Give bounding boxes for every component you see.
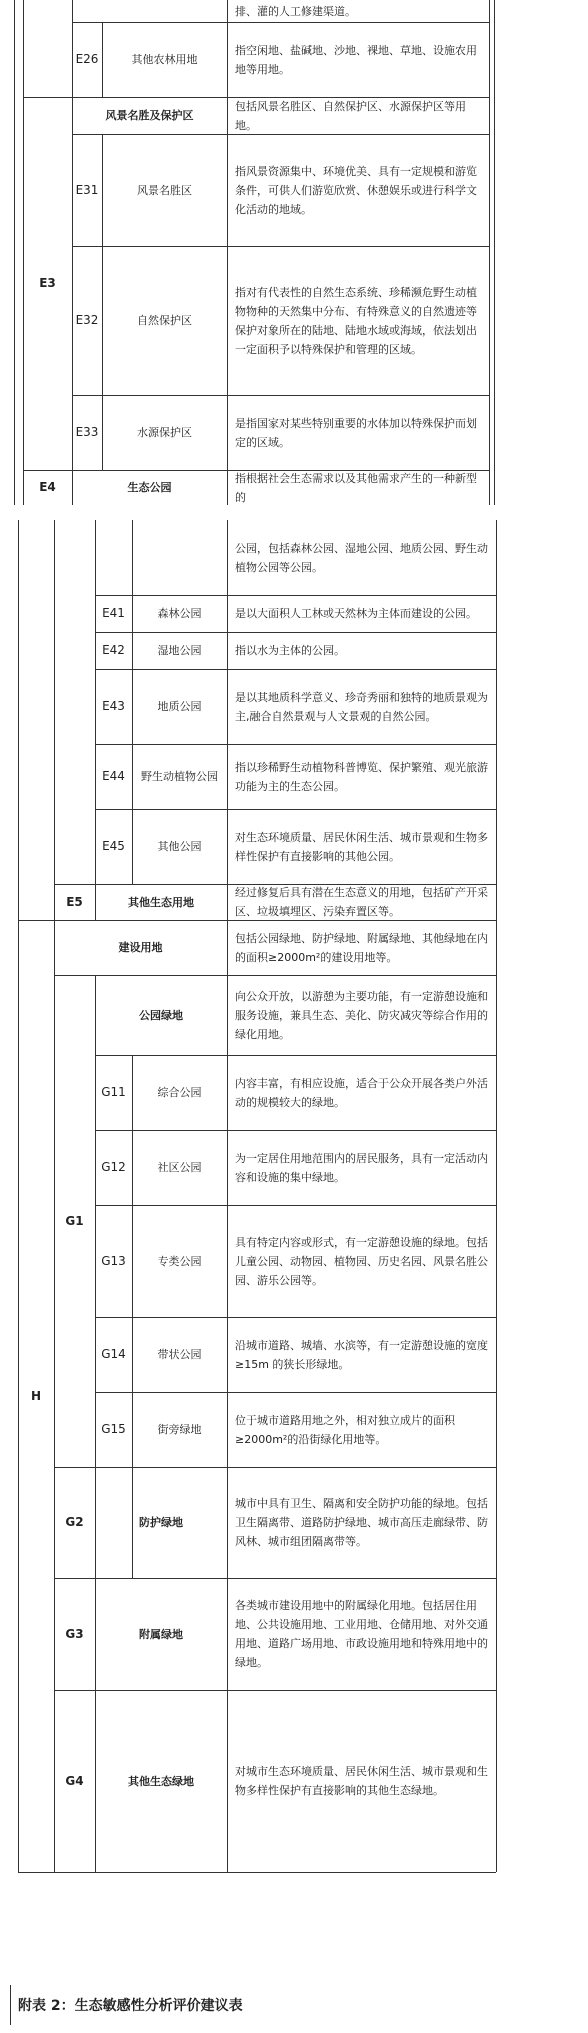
e41-name: 森林公园 xyxy=(157,607,202,620)
e4-code: E4 xyxy=(39,480,56,494)
g1-name: 公园绿地 xyxy=(139,1008,183,1022)
g1-desc: 向公众开放，以游憩为主要功能，有一定游憩设施和服务设施，兼具生态、美化、防灾减灾等综合作用的绿化用地。 xyxy=(235,989,488,1041)
e33-code: E33 xyxy=(75,425,99,439)
g13-desc: 具有特定内容或形式，有一定游憩设施的绿地。包括儿童公园、动物园、植物园、历史名园、风景名胜公园、游乐公园等。 xyxy=(235,1235,488,1287)
e26-code: E26 xyxy=(75,52,99,66)
g11-desc: 内容丰富，有相应设施，适合于公众开展各类户外活动的规模较大的绿地。 xyxy=(235,1076,488,1109)
table-part-1 xyxy=(0,0,588,505)
g15-name: 街旁绿地 xyxy=(157,1423,202,1436)
e4-desc-b: 公园，包括森林公园、湿地公园、地质公园、野生动植物公园等公园。 xyxy=(235,541,488,574)
h-name: 建设用地 xyxy=(118,941,163,954)
e44-desc: 指以珍稀野生动植物科普博览、保护繁殖、观光旅游功能为主的生态公园。 xyxy=(235,760,488,793)
h-code: H xyxy=(30,1388,42,1403)
e4-name: 生态公园 xyxy=(127,481,172,494)
e43-desc: 是以其地质科学意义、珍奇秀丽和独特的地质景观为主,融合自然景观与人文景观的自然公园。 xyxy=(235,690,488,723)
e42-desc: 指以水为主体的公园。 xyxy=(235,644,345,657)
g12-code: G12 xyxy=(101,1160,126,1174)
e41-code: E41 xyxy=(102,606,125,620)
e31-name: 风景名胜区 xyxy=(137,183,192,197)
g13-code: G13 xyxy=(101,1253,126,1268)
g15-desc: 位于城市道路用地之外，相对独立成片的面积≥2000m²的沿街绿化用地等。 xyxy=(235,1413,455,1446)
g11-name: 综合公园 xyxy=(157,1086,202,1099)
e31-code: E31 xyxy=(75,182,99,197)
e45-name: 其他公园 xyxy=(157,840,202,853)
e43-name: 地质公园 xyxy=(157,700,202,713)
g14-name: 带状公园 xyxy=(157,1348,202,1361)
e3-desc: 包括风景名胜区、自然保护区、水源保护区等用地。 xyxy=(235,99,466,132)
g14-code: G14 xyxy=(101,1347,126,1361)
e31-desc: 指风景资源集中、环境优美、具有一定规模和游览条件，可供人们游览欣赏、休憩娱乐或进行科学文化活动的地域。 xyxy=(235,164,477,216)
footer-rule xyxy=(10,1985,11,2025)
e32-name: 自然保护区 xyxy=(137,314,192,327)
e33-desc: 是指国家对某些特别重要的水体加以特殊保护而划定的区域。 xyxy=(235,416,477,449)
table-part-2 xyxy=(0,520,588,1875)
g11-code: G11 xyxy=(101,1085,126,1099)
e44-name: 野生动植物公园 xyxy=(141,770,218,783)
e45-code: E45 xyxy=(102,839,125,853)
g14-desc: 沿城市道路、城墙、水滨等，有一定游憩设施的宽度≥15m 的狭长形绿地。 xyxy=(235,1338,488,1371)
e5-desc: 经过修复后具有潜在生态意义的用地，包括矿产开采区、垃圾填埋区、污染弃置区等。 xyxy=(235,886,488,918)
e5-name: 其他生态用地 xyxy=(128,895,194,909)
e4-desc-a: 指根据社会生态需求以及其他需求产生的一种新型的 xyxy=(235,471,477,504)
e32-desc: 指对有代表性的自然生态系统、珍稀濒危野生动植物物种的天然集中分布、有特殊意义的自然遗迹等保护对象所在的陆地、陆地水域或海域，依法划出一定面积予以特殊保护和管理的区域。 xyxy=(235,285,477,356)
g2-desc: 城市中具有卫生、隔离和安全防护功能的绿地。包括卫生隔离带、道路防护绿地、城市高压走廊绿带、防风林、城市组团隔离带等。 xyxy=(235,1497,488,1548)
e43-code: E43 xyxy=(102,699,125,713)
e26-desc: 指空闲地、盐碱地、沙地、裸地、草地、设施农用地等用地。 xyxy=(235,43,477,76)
g1-code: G1 xyxy=(65,1213,84,1228)
g12-name: 社区公园 xyxy=(157,1161,202,1174)
g4-desc: 对城市生态环境质量、居民休闲生活、城市景观和生物多样性保护有直接影响的其他生态绿地。 xyxy=(235,1765,488,1797)
g3-desc: 各类城市建设用地中的附属绿化用地。包括居住用地、公共设施用地、工业用地、仓储用地、对外交通用地、道路广场用地、市政设施用地和特殊用地中的绿地。 xyxy=(235,1599,488,1669)
e41-desc: 是以大面积人工林或天然林为主体而建设的公园。 xyxy=(235,607,477,620)
e32-code: E32 xyxy=(75,313,99,327)
e45-desc: 对生态环境质量、居民休闲生活、城市景观和生物多样性保护有直接影响的其他公园。 xyxy=(235,830,488,863)
e44-code: E44 xyxy=(102,769,125,783)
section-heading: 附表 2：生态敏感性分析评价建议表 xyxy=(18,1998,243,2014)
e26-name: 其他农林用地 xyxy=(131,53,198,66)
e3-code: E3 xyxy=(39,276,56,290)
g2-code: G2 xyxy=(65,1515,84,1529)
e33-name: 水源保护区 xyxy=(137,426,192,439)
e5-code: E5 xyxy=(66,894,83,909)
g12-desc: 为一定居住用地范围内的居民服务，具有一定活动内容和设施的集中绿地。 xyxy=(235,1151,488,1184)
e42-code: E42 xyxy=(102,643,125,657)
row-top-desc: 排、灌的人工修建渠道。 xyxy=(235,4,356,18)
g3-name: 附属绿地 xyxy=(139,1627,183,1641)
h-desc: 包括公园绿地、防护绿地、附属绿地、其他绿地在内的面积≥2000m²的建设用地等。 xyxy=(235,931,488,964)
e42-name: 湿地公园 xyxy=(157,644,202,657)
g15-code: G15 xyxy=(101,1422,126,1436)
e3-name: 风景名胜及保护区 xyxy=(105,109,194,122)
g3-code: G3 xyxy=(65,1626,84,1641)
g4-name: 其他生态绿地 xyxy=(128,1774,194,1788)
g13-name: 专类公园 xyxy=(157,1254,202,1268)
g2-name: 防护绿地 xyxy=(139,1516,183,1529)
g4-code: G4 xyxy=(65,1773,84,1788)
